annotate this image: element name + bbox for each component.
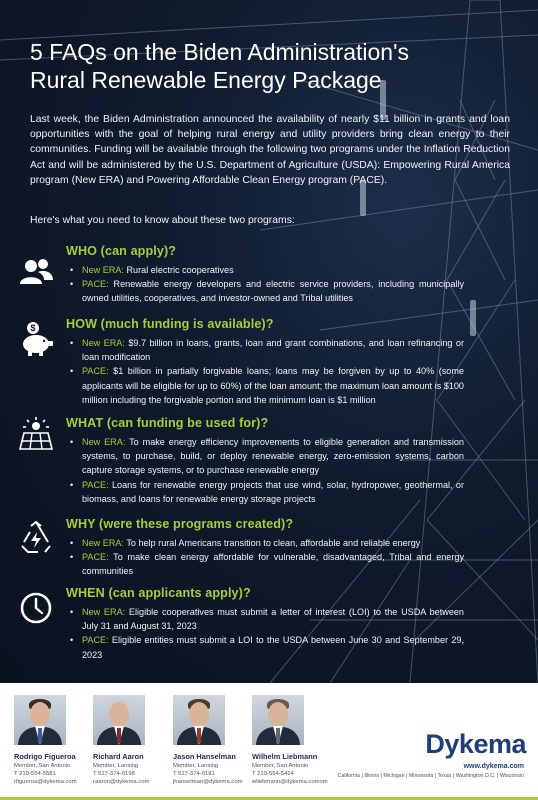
- list-item: [66, 478, 464, 506]
- list-item-text: Loans for renewable energy projects that use wind, solar, hydropower, geothermal, or biomass, and loans for renewable energy storage projects: [82, 479, 464, 504]
- contact-email[interactable]: rfigueroa@dykema.com: [14, 779, 77, 786]
- list-item-text: Rural electric cooperatives: [123, 265, 234, 275]
- contact-name: Jason Hanselman: [173, 752, 236, 761]
- dykema-logo: Dykema: [425, 729, 526, 759]
- program-label: New ERA:: [82, 265, 124, 275]
- section-what-title: WHAT (can funding be used for)?: [66, 416, 269, 430]
- piggy-bank-icon: [18, 321, 54, 357]
- list-item-text: $1 billion in partially forgivable loans; loans may be forgiven by up to 40% (some applicants will be eligible for up to 60%) of the loan amount; the maximum loan amount is $100 million including the forgivable portion and the minimum loan is $1 million: [82, 366, 464, 405]
- program-label: PACE:: [82, 635, 109, 646]
- contact-card: [252, 695, 332, 787]
- section-who-title: WHO (can apply)?: [66, 244, 177, 258]
- list-item-text: Eligible entities must submit a LOI to the USDA between June 30 and September 29, 2023: [82, 635, 464, 660]
- list-item: [66, 633, 464, 661]
- contact-title: Member, San Antonio: [252, 763, 309, 769]
- program-label: PACE:: [82, 366, 109, 377]
- program-label: PACE:: [82, 552, 109, 563]
- section-who-list: [66, 263, 464, 306]
- page-title: [30, 38, 500, 94]
- contact-name: Rodrigo Figueroa: [14, 752, 76, 761]
- contact-title: Member, Lansing: [173, 763, 219, 769]
- list-item: [66, 263, 464, 277]
- program-label: New ERA:: [82, 338, 125, 348]
- lead-paragraph: Here's what you need to know about these two programs:: [30, 215, 295, 226]
- list-item-text: Eligible cooperatives must submit a letter of interest (LOI) to the USDA between July 31 and August 31, 2023: [82, 607, 464, 632]
- contact-name: Wilhelm Liebmann: [252, 752, 318, 761]
- avatar: [173, 695, 225, 745]
- list-item-text: Renewable energy developers and electric service providers, including municipally owned utilities, cooperatives, and investor-owned and Tribal utilities: [82, 279, 464, 304]
- list-item: [66, 435, 464, 478]
- contact-phone: T 517-374-9181: [173, 771, 215, 778]
- website-link[interactable]: www.dykema.com: [463, 763, 524, 770]
- contact-email[interactable]: raaron@dykema.com: [93, 779, 150, 786]
- section-how-list: [66, 336, 464, 407]
- contact-title: Member, San Antonio: [14, 763, 71, 769]
- list-item-text: To help rural Americans transition to clean, affordable and reliable energy: [123, 538, 421, 548]
- list-item: [66, 277, 464, 305]
- program-label: PACE:: [82, 279, 109, 290]
- clock-icon: [18, 590, 54, 626]
- program-label: New ERA:: [82, 437, 126, 447]
- svg-text:$: $: [30, 323, 36, 333]
- contact-phone: T 517-374-9198: [93, 771, 135, 778]
- program-label: New ERA:: [82, 607, 126, 617]
- contact-card: [14, 695, 94, 787]
- contact-name: Richard Aaron: [93, 752, 144, 761]
- program-label: PACE:: [82, 479, 109, 490]
- office-locations: California | Illinois | Michigan | Minnesota | Texas | Washington D.C. | Wisconsin: [337, 773, 524, 779]
- contact-title: Member, Lansing: [93, 763, 139, 769]
- contact-card: [173, 695, 253, 787]
- contact-email[interactable]: jhanselman@dykema.com: [173, 779, 243, 786]
- contact-phone: T 210-554-5414: [252, 771, 294, 778]
- avatar: [252, 695, 304, 745]
- contact-phone: T 210-554-5581: [14, 771, 56, 778]
- avatar: [14, 695, 66, 745]
- solar-panel-icon: [18, 416, 54, 452]
- section-when-list: [66, 605, 464, 662]
- program-label: New ERA:: [82, 538, 124, 548]
- list-item: [66, 550, 464, 578]
- section-what-list: [66, 435, 464, 506]
- intro-paragraph: Last week, the Biden Administration announced the availability of nearly $11 billion in grants and loan opportunities with the goal of helping rural energy and utility providers bring clean energy to their communities. Funding will be available through the following two programs under the Inflation Reduction Act and will be administered by the U.S. Department of Agriculture (USDA): Empowering Rural America program (New ERA) and Powering Affordable Clean Energy program (PACE).: [30, 114, 510, 186]
- list-item: [66, 605, 464, 633]
- section-how-title: HOW (much funding is available)?: [66, 317, 274, 331]
- people-icon: [18, 254, 54, 290]
- list-item: [66, 336, 464, 364]
- recycle-energy-icon: [18, 520, 54, 556]
- section-why-title: WHY (were these programs created)?: [66, 517, 294, 531]
- list-item: [66, 364, 464, 407]
- list-item-text: To make clean energy affordable for vulnerable, disadvantaged, Tribal and energy communities: [82, 552, 464, 577]
- list-item-text: To make energy efficiency improvements to eligible generation and transmission systems, to purchase, build, or deploy renewable energy, zero-emission systems, carbon capture storage systems, or to purchase renewable energy: [82, 437, 464, 476]
- avatar: [93, 695, 145, 745]
- list-item: [66, 536, 464, 550]
- section-when-title: WHEN (can applicants apply)?: [66, 586, 251, 600]
- list-item-text: $9.7 billion in loans, grants, loan and grant combinations, and loan refinancing or loan modification: [82, 338, 464, 363]
- title-line-1: 5 FAQs on the Biden Administration's: [30, 39, 409, 65]
- title-line-2: Rural Renewable Energy Package: [30, 67, 382, 93]
- section-why-list: [66, 536, 464, 579]
- contact-card: [93, 695, 173, 787]
- footer-contacts: [0, 683, 538, 800]
- contact-email[interactable]: wliebmann@dykema.comom: [252, 779, 328, 786]
